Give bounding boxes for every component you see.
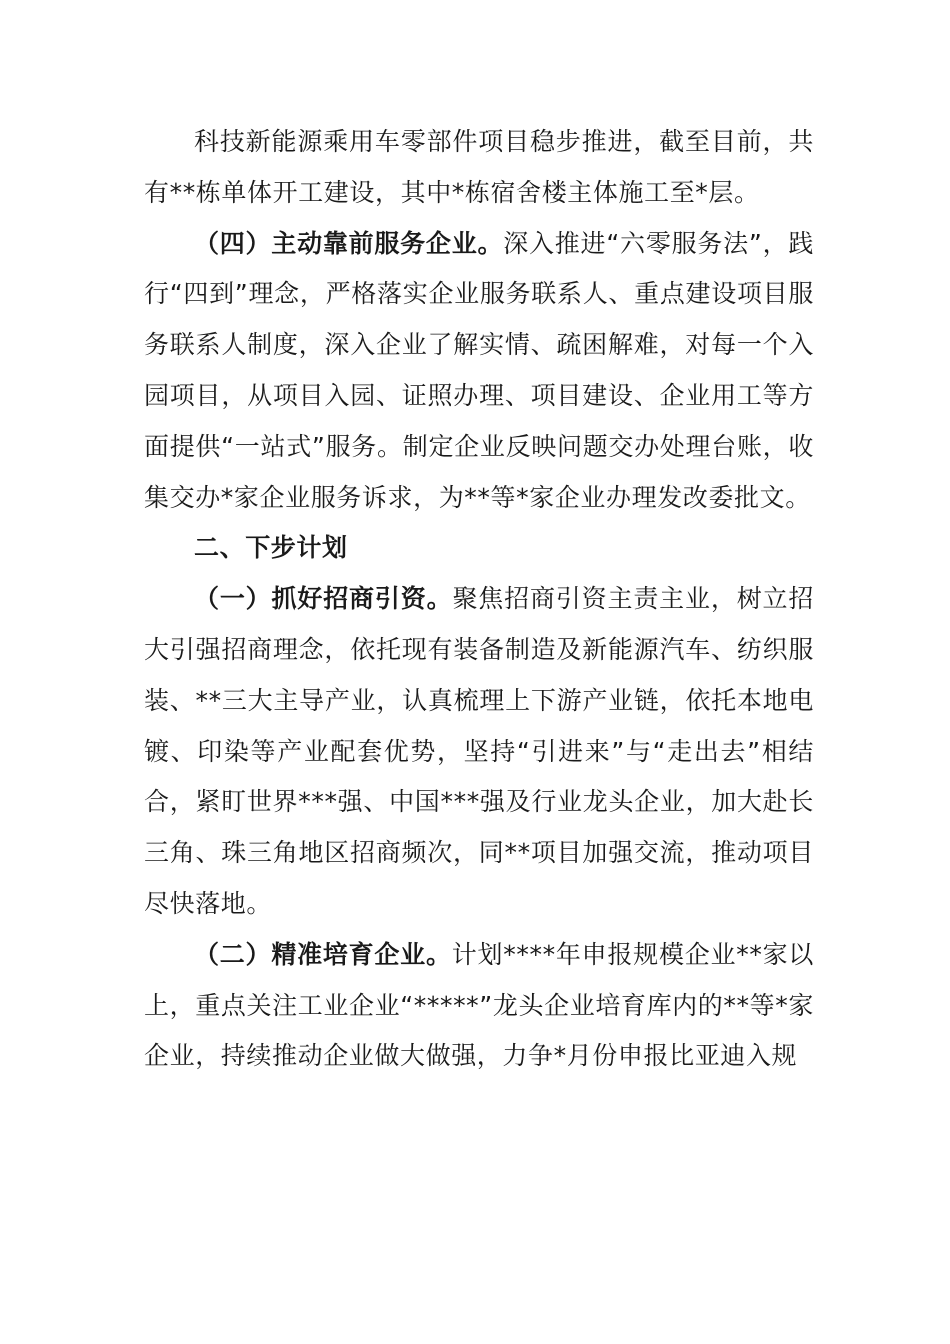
section-heading-text: 二、下步计划 [194,533,348,563]
paragraph-text: 深入推进“六零服务法”，践行“四到”理念，严格落实企业服务联系人、重点建设项目服务联系人制度，深入企业了解实情、疏困解难，对每一个入园项目，从项目入园、证照办理、项目建设、企业用工等方面提供“一站式”服务。制定企业反映问题交办处理台账，收集交办*家企业服务诉求，为**等*家企业办理发改委批文。 [144,228,814,512]
paragraph-lead-heading: （四）主动靠前服务企业。 [194,228,504,258]
paragraph-text: 科技新能源乘用车零部件项目稳步推进，截至目前，共有**栋单体开工建设，其中*栋宿舍楼主体施工至*层。 [144,127,814,207]
paragraph-text: 聚焦招商引资主责主业，树立招大引强招商理念，依托现有装备制造及新能源汽车、纺织服装、**三大主导产业，认真梳理上下游产业链，依托本地电镀、印染等产业配套优势，坚持“引进来”与“走出去”相结合，紧盯世界***强、中国***强及行业龙头企业，加大赴长三角、珠三角地区招商频次，同**项目加强交流，推动项目尽快落地。 [144,584,814,918]
paragraph-text: 计划****年申报规模企业**家以上，重点关注工业企业“*****”龙头企业培育库内的**等*家企业，持续推动企业做大做强，力争*月份申报比亚迪入规 [144,939,814,1071]
paragraph-project-progress [144,117,814,219]
paragraph-enterprise-service [144,219,814,524]
paragraph-lead-heading: （二）精准培育企业。 [194,939,452,969]
section-heading-next-plan [144,523,814,574]
paragraph-enterprise-cultivation [144,930,814,1082]
paragraph-lead-heading: （一）抓好招商引资。 [194,584,453,614]
document-body [144,117,814,1082]
paragraph-investment [144,574,814,930]
